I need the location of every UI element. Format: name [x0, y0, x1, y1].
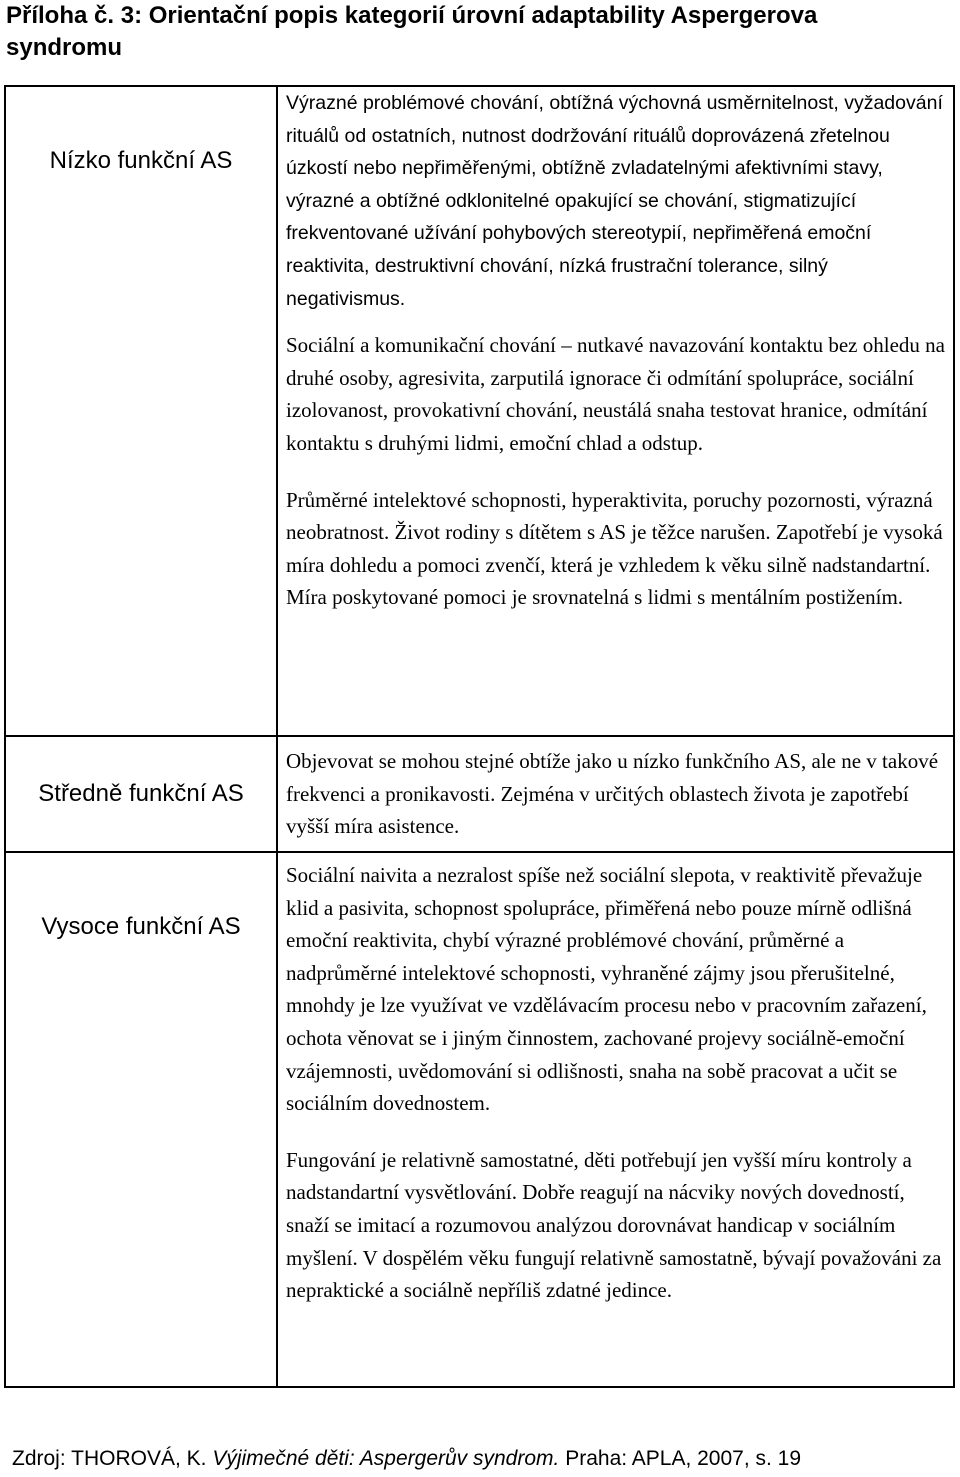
table-row-high: [5, 852, 954, 1387]
category-high-label: Vysoce funkční AS: [41, 913, 241, 940]
low-paragraph-2: Sociální a komunikační chování – nutkavé navazování kontaktu bez ohledu na druhé osoby, agresivita, zarputilá ignorace či odmítání spolupráce, sociální izolovanost, provokativní chování, neustálá snaha testovat hranice, odmítání kontaktu s druhými lidmi, emoční chlad a odstup.: [286, 333, 945, 455]
source-citation: [12, 1445, 801, 1473]
medium-paragraph-1: Objevovat se mohou stejné obtíže jako u nízko funkčního AS, ale ne v takové frekvenci a pronikavosti. Zejména v určitých oblastech života je zapotřebí vyšší míra asistence.: [286, 749, 939, 839]
table-row-medium: [5, 736, 954, 852]
description-high: [277, 852, 954, 1387]
page-title: [6, 0, 906, 64]
source-suffix: Praha: APLA, 2007, s. 19: [559, 1447, 802, 1470]
source-work: Výjimečné děti: Aspergerův syndrom.: [212, 1447, 560, 1470]
category-medium-label: Středně funkční AS: [38, 780, 244, 807]
low-paragraph-1: Výrazné problémové chování, obtížná výchovná usměrnitelnost, vyžadování rituálů od ostatních, nutnost dodržování rituálů doprovázená zřetelnou úzkostí nebo nepřiměřenými, obtížně zvladatelnými afektivními stavy, výrazné a obtížné odklonitelné opakující se chování, stigmatizující frekventované užívání pohybových stereotypií, nepřiměřená emoční reaktivita, destruktivní chování, nízká frustrační tolerance, silný negativismus.: [286, 92, 943, 310]
source-prefix: Zdroj: THOROVÁ, K.: [12, 1447, 213, 1470]
description-low: [277, 86, 954, 736]
high-paragraph-2: Fungování je relativně samostatné, děti potřebují jen vyšší míru kontroly a nadstandartní vysvětlování. Dobře reagují na nácviky nových dovedností, snaží se imitací a rozumovou analýzou dorovnávat handicap v sociálním myšlení. V dospělém věku fungují relativně samostatně, bývají považováni za nepraktické a sociálně nepříliš zdatné jedince.: [286, 1147, 942, 1303]
high-paragraph-1: Sociální naivita a nezralost spíše než sociální slepota, v reaktivitě převažuje klid a pasivita, schopnost spolupráce, přiměřená nebo pouze mírně odlišná emoční reaktivita, chybí výrazné problémové chování, průměrné a nadprůměrné intelektové schopnosti, vyhraněné zájmy jsou přerušitelné, mnohdy je lze využívat ve vzdělávacím procesu nebo v pracovním zařazení, ochota věnovat se i jiným činnostem, zachované projevy sociálně-emoční vzájemnosti, uvědomování si odlišnosti, snaha na sobě pracovat a učit se sociálním dovednostem.: [286, 863, 927, 1116]
category-high: [5, 852, 277, 1387]
table-row-low: [5, 86, 954, 736]
description-medium: [277, 736, 954, 852]
title-lead: Příloha č.: [6, 2, 115, 29]
low-paragraph-3: Průměrné intelektové schopnosti, hyperaktivita, poruchy pozornosti, výrazná neobratnost. Život rodiny s dítětem s AS je těžce narušen. Zapotřebí je vysoká míra dohledu a pomoci zvenčí, která je vzhledem k věku silně nadstandartní. Míra poskytované pomoci je srovnatelná s lidmi s mentálním postižením.: [286, 487, 943, 610]
category-medium: [5, 736, 277, 852]
category-low: [5, 86, 277, 736]
title-rest: 3: Orientační popis kategorií úrovní adaptability Aspergerova syndromu: [6, 2, 818, 61]
category-low-label: Nízko funkční AS: [49, 147, 233, 174]
adaptability-table: [4, 85, 955, 1388]
